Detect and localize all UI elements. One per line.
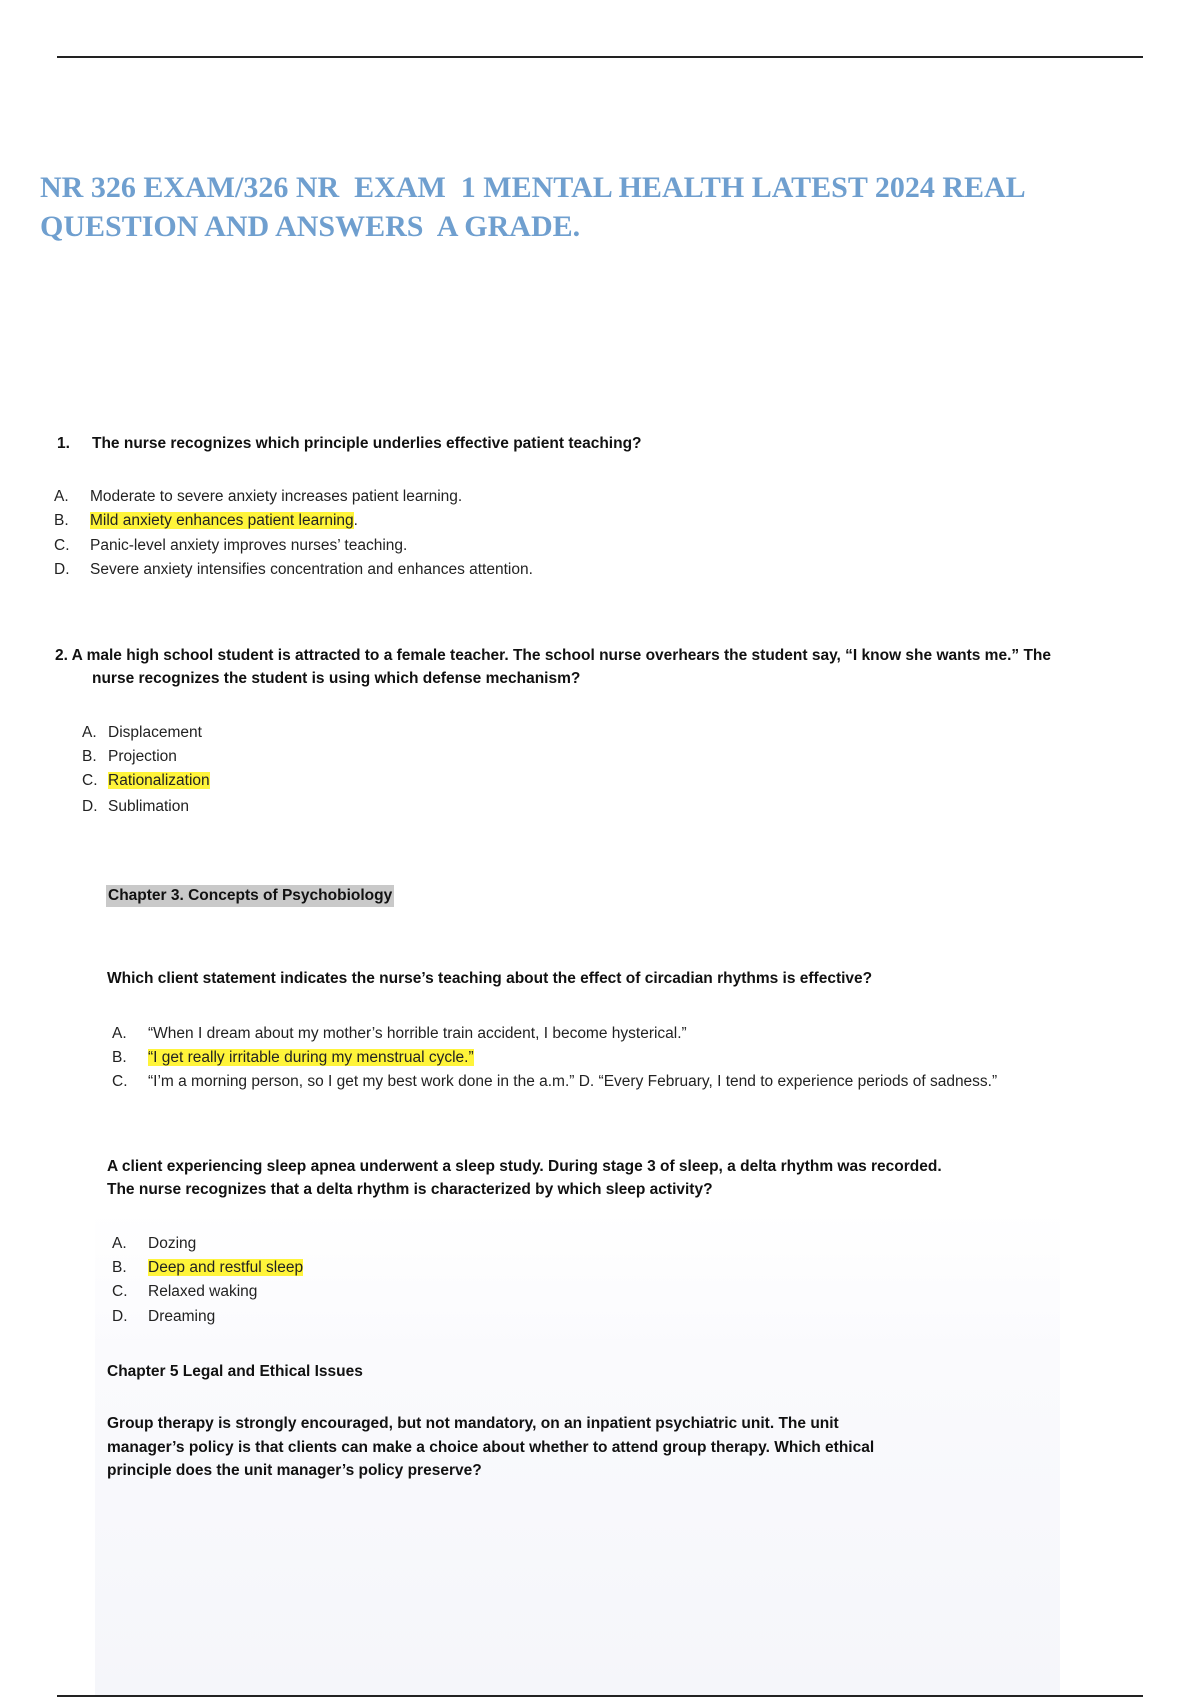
option-text: “When I dream about my mother’s horrible train accident, I become hysterical.” <box>148 1025 687 1042</box>
option-row <box>112 1233 196 1255</box>
answer-highlight: “I get really irritable during my menstrual cycle.” <box>148 1049 474 1066</box>
question-2-line-1: 2. A male high school student is attracted to a female teacher. The school nurse overhears the student say, “I know she wants me.” The <box>55 647 1052 664</box>
option-row <box>54 559 533 581</box>
option-letter: B. <box>112 1049 127 1066</box>
document-title <box>40 168 1150 246</box>
question-4-line-2: The nurse recognizes that a delta rhythm is characterized by which sleep activity? <box>107 1181 713 1198</box>
option-row <box>54 535 407 557</box>
option-letter: A. <box>112 1025 127 1042</box>
option-letter: A. <box>82 724 97 741</box>
chapter-3-heading: Chapter 3. Concepts of Psychobiology <box>106 885 394 907</box>
question-2-line-2: nurse recognizes the student is using which defense mechanism? <box>92 670 581 687</box>
option-text: “I’m a morning person, so I get my best work done in the a.m.” D. “Every February, I tend to experience periods of sadness.” <box>148 1073 998 1090</box>
option-row <box>82 746 177 768</box>
option-row <box>112 1306 215 1328</box>
option-text: Displacement <box>108 724 202 741</box>
chapter-5-heading: Chapter 5 Legal and Ethical Issues <box>107 1363 363 1380</box>
option-row <box>82 770 210 792</box>
option-text: Projection <box>108 748 177 765</box>
question-5-line-2: manager’s policy is that clients can make a choice about whether to attend group therapy. Which ethical <box>107 1439 875 1456</box>
question-3-text: Which client statement indicates the nurse’s teaching about the effect of circadian rhythms is effective? <box>107 970 873 987</box>
option-text: Panic-level anxiety improves nurses’ teaching. <box>90 537 408 554</box>
option-letter: A. <box>112 1235 127 1252</box>
option-letter: D. <box>112 1308 128 1325</box>
question-5-line-1: Group therapy is strongly encouraged, but not mandatory, on an inpatient psychiatric unit. The unit <box>107 1415 839 1432</box>
option-letter: C. <box>112 1073 128 1090</box>
option-letter: B. <box>54 512 69 529</box>
question-1-number: 1. <box>57 435 70 452</box>
option-row <box>112 1023 687 1045</box>
option-letter: B. <box>112 1259 127 1276</box>
option-row <box>112 1071 997 1093</box>
option-letter: D. <box>82 798 98 815</box>
option-text: Relaxed waking <box>148 1283 258 1300</box>
option-row <box>82 796 189 818</box>
question-1-text: The nurse recognizes which principle underlies effective patient teaching? <box>92 435 642 452</box>
option-letter: C. <box>54 537 70 554</box>
option-row <box>112 1257 303 1279</box>
option-letter: D. <box>54 561 70 578</box>
title-line-1: NR 326 EXAM/326 NR EXAM 1 MENTAL HEALTH LATEST 2024 REAL <box>40 171 1026 204</box>
answer-highlight: Rationalization <box>108 772 210 789</box>
option-letter: A. <box>54 488 69 505</box>
option-letter: C. <box>82 772 98 789</box>
header-rule <box>57 56 1143 58</box>
option-row <box>54 510 358 532</box>
option-text: Moderate to severe anxiety increases patient learning. <box>90 488 463 505</box>
option-text: Sublimation <box>108 798 189 815</box>
option-row <box>82 722 202 744</box>
option-letter: B. <box>82 748 97 765</box>
option-text: Dozing <box>148 1235 197 1252</box>
question-5-line-3: principle does the unit manager’s policy preserve? <box>107 1462 482 1479</box>
option-row <box>112 1047 474 1069</box>
option-row <box>112 1281 257 1303</box>
title-line-2: QUESTION AND ANSWERS A GRADE. <box>40 210 581 243</box>
option-row <box>54 486 462 508</box>
answer-highlight: Mild anxiety enhances patient learning <box>90 512 354 529</box>
option-suffix: . <box>353 512 358 529</box>
answer-highlight: Deep and restful sleep <box>148 1259 304 1276</box>
question-4-line-1: A client experiencing sleep apnea underwent a sleep study. During stage 3 of sleep, a delta rhythm was recorded. <box>107 1158 942 1175</box>
option-text: Dreaming <box>148 1308 216 1325</box>
footer-rule <box>57 1695 1143 1697</box>
option-text: Severe anxiety intensifies concentration and enhances attention. <box>90 561 533 578</box>
option-letter: C. <box>112 1283 128 1300</box>
